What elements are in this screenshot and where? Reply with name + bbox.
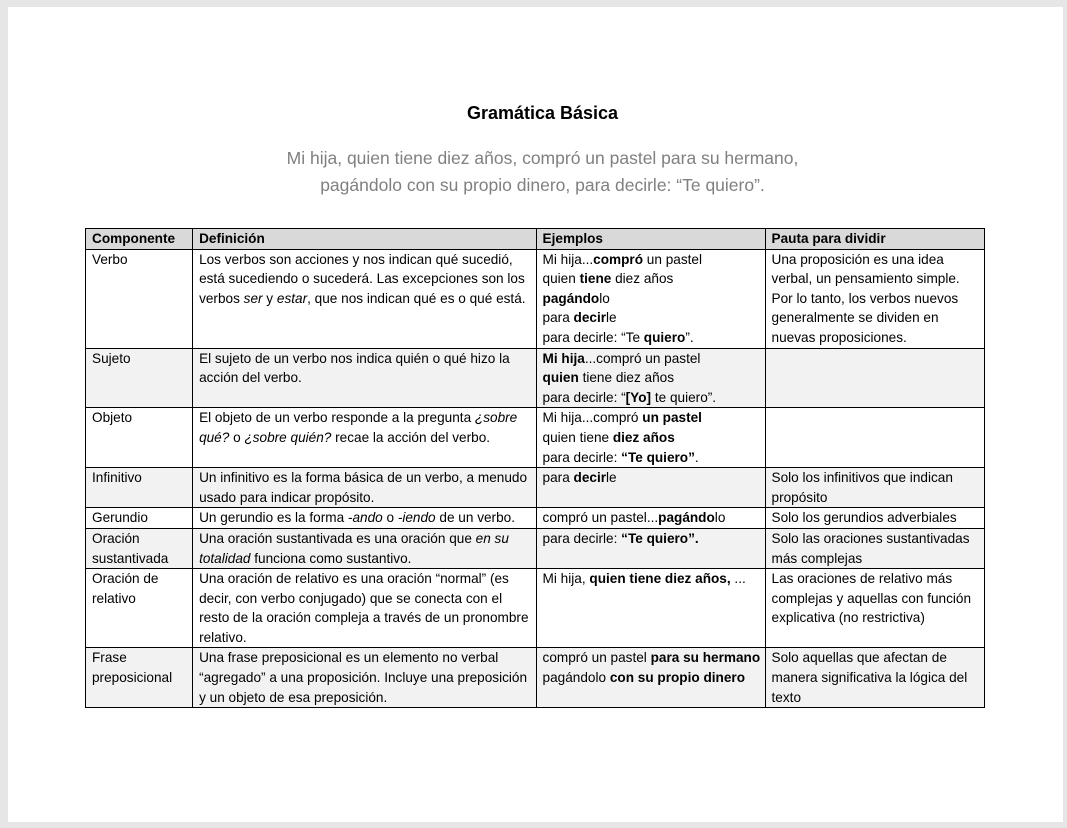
cell-componente: Oración sustantivada	[86, 528, 193, 568]
text-line	[543, 428, 759, 448]
plain-text: ...	[730, 571, 746, 587]
plain-text: funciona como sustantivo.	[250, 550, 412, 566]
text-line	[543, 289, 759, 309]
plain-text: para decirle: “Te	[542, 329, 644, 345]
cell-pauta	[765, 348, 984, 408]
plain-text: Mi hija...compró	[542, 410, 643, 426]
header-componente: Componente	[86, 229, 193, 250]
bold-text: quiero	[643, 329, 686, 345]
text-line	[543, 508, 759, 528]
text-line	[543, 668, 759, 688]
table-body	[86, 249, 985, 708]
table-row	[86, 468, 985, 508]
bold-text: [Yo]	[625, 389, 652, 405]
plain-text: quien	[542, 271, 580, 287]
cell-componente: Gerundio	[86, 508, 193, 529]
bold-text: decir	[573, 470, 607, 486]
cell-definicion	[193, 348, 536, 408]
grammar-table	[85, 228, 985, 708]
plain-text: Una oración de relativo es una oración “normal” (es decir, con verbo conjugado) que se conecta con el resto de la oración compleja a través de un pronombre relativo.	[199, 571, 529, 645]
text-line	[543, 388, 759, 408]
cell-definicion	[193, 249, 536, 348]
text-line	[543, 529, 759, 549]
plain-text: para decirle:	[542, 449, 622, 465]
table-header-row	[86, 229, 985, 250]
plain-text: Mi hija,	[542, 571, 590, 587]
cell-pauta: Una proposición es una idea verbal, un pensamiento simple. Por lo tanto, los verbos nuevos generalmente se dividen en nuevas proposiciones.	[765, 249, 984, 348]
plain-text: un pastel	[643, 251, 702, 267]
plain-text: diez años	[611, 271, 674, 287]
table-row	[86, 249, 985, 348]
italic-text: -iendo	[397, 510, 436, 526]
cell-ejemplos	[536, 348, 765, 408]
italic-text: ser	[243, 290, 263, 306]
text-line	[199, 650, 527, 704]
text-line	[543, 328, 759, 348]
header-pauta: Pauta para dividir	[765, 229, 984, 250]
plain-text: Los verbos son acciones y nos indican qué sucedió, está sucediendo o sucederá. Las excepciones son los verbos	[199, 251, 525, 306]
bold-text: decir	[573, 310, 607, 326]
plain-text: Una frase preposicional es un elemento no verbal “agregado” a una proposición. Incluye una preposición y un objeto de esa preposición.	[199, 650, 528, 705]
document-title: Gramática Básica	[466, 103, 619, 123]
plain-text: , que nos indican qué es o qué está.	[307, 290, 526, 306]
plain-text: tiene diez años	[578, 370, 675, 386]
text-line	[543, 408, 759, 428]
plain-text: para	[542, 470, 574, 486]
plain-text: y	[262, 290, 277, 306]
cell-componente: Objeto	[86, 408, 193, 468]
plain-text: para decirle: “	[542, 389, 626, 405]
cell-componente: Oración de relativo	[86, 569, 193, 648]
table-row	[86, 508, 985, 529]
text-line	[199, 351, 510, 386]
bold-text: compró	[593, 251, 644, 267]
text-line	[543, 250, 759, 270]
bold-text: pagándo	[658, 510, 715, 526]
text-line	[199, 571, 528, 645]
bold-text: para su hermano	[650, 650, 761, 666]
bold-text: quien tiene diez años,	[589, 571, 731, 587]
plain-text: .	[694, 449, 699, 465]
table-row	[86, 408, 985, 468]
cell-componente: Sujeto	[86, 348, 193, 408]
cell-ejemplos	[536, 648, 765, 708]
cell-pauta: Solo los gerundios adverbiales	[765, 508, 984, 529]
bold-text: diez años	[612, 429, 675, 445]
plain-text: recae la acción del verbo.	[331, 429, 491, 445]
plain-text: de un verbo.	[435, 510, 515, 526]
cell-definicion	[193, 528, 536, 568]
bold-text: quien	[542, 370, 579, 386]
cell-definicion	[193, 648, 536, 708]
bold-text: Mi hija	[542, 350, 585, 366]
plain-text: Un gerundio es la forma	[199, 510, 348, 526]
plain-text: compró un pastel...	[542, 510, 659, 526]
text-line	[543, 648, 759, 668]
cell-definicion	[193, 408, 536, 468]
document-subtitle	[8, 145, 1067, 199]
bold-text: “Te quiero”	[621, 449, 695, 465]
cell-definicion	[193, 508, 536, 529]
italic-text: -ando	[347, 510, 383, 526]
cell-ejemplos	[536, 408, 765, 468]
italic-text: ¿sobre qué?	[199, 410, 518, 445]
header-ejemplos: Ejemplos	[536, 229, 765, 250]
text-line	[543, 569, 759, 589]
text-line	[199, 410, 517, 445]
table-row	[86, 648, 985, 708]
cell-pauta: Solo las oraciones sustantivadas más complejas	[765, 528, 984, 568]
cell-pauta: Solo los infinitivos que indican propósito	[765, 468, 984, 508]
table-row	[86, 348, 985, 408]
plain-text: quien tiene	[542, 429, 613, 445]
italic-text: estar	[276, 290, 308, 306]
plain-text: ”.	[685, 329, 694, 345]
text-line	[543, 448, 759, 468]
text-line	[543, 349, 759, 369]
cell-ejemplos	[536, 508, 765, 529]
text-line	[543, 468, 759, 488]
plain-text: o	[382, 510, 398, 526]
text-line	[199, 470, 527, 505]
text-line	[543, 308, 759, 328]
plain-text: ...compró un pastel	[584, 350, 701, 366]
cell-pauta	[765, 408, 984, 468]
text-line	[199, 510, 515, 525]
plain-text: lo	[714, 510, 726, 526]
cell-ejemplos	[536, 249, 765, 348]
cell-pauta: Solo aquellas que afectan de manera significativa la lógica del texto	[765, 648, 984, 708]
plain-text: El objeto de un verbo responde a la pregunta	[199, 410, 475, 426]
plain-text: compró un pastel	[542, 650, 651, 666]
plain-text: Una oración sustantivada es una oración que	[199, 530, 476, 546]
cell-componente: Frase preposicional	[86, 648, 193, 708]
plain-text: El sujeto de un verbo nos indica quién o qué hizo la acción del verbo.	[199, 350, 510, 386]
header-definicion: Definición	[193, 229, 536, 250]
cell-definicion	[193, 569, 536, 648]
cell-componente: Verbo	[86, 249, 193, 348]
text-line	[199, 531, 509, 566]
cell-pauta: Las oraciones de relativo más complejas y aquellas con función explicativa (no restrictiva)	[765, 569, 984, 648]
cell-ejemplos	[536, 528, 765, 568]
plain-text: o	[229, 429, 245, 445]
table-row	[86, 569, 985, 648]
subtitle-line-2: pagándolo con su propio dinero, para decirle: “Te quiero”.	[320, 175, 765, 195]
bold-text: un pastel	[642, 410, 702, 426]
bold-text: “Te quiero”.	[621, 530, 699, 546]
plain-text: Un infinitivo es la forma básica de un verbo, a menudo usado para indicar propósito.	[199, 470, 528, 505]
bold-text: pagándo	[542, 290, 600, 306]
cell-componente: Infinitivo	[86, 468, 193, 508]
plain-text: para	[542, 310, 574, 326]
plain-text: pagándolo	[542, 670, 610, 686]
plain-text: le	[606, 470, 617, 486]
cell-ejemplos	[536, 468, 765, 508]
italic-text: ¿sobre quién?	[244, 429, 332, 445]
cell-definicion	[193, 468, 536, 508]
text-line	[543, 368, 759, 388]
bold-text: tiene	[579, 271, 612, 287]
plain-text: te quiero”.	[651, 389, 717, 405]
plain-text: lo	[599, 290, 610, 306]
italic-text: en su totalidad	[199, 530, 509, 566]
cell-ejemplos	[536, 569, 765, 648]
bold-text: con su propio dinero	[609, 670, 746, 686]
plain-text: para decirle:	[542, 530, 622, 546]
text-line	[543, 269, 759, 289]
plain-text: Mi hija...	[542, 251, 594, 267]
document-page	[8, 7, 1063, 822]
text-line	[199, 252, 525, 306]
plain-text: le	[606, 310, 617, 326]
subtitle-line-1: Mi hija, quien tiene diez años, compró un pastel para su hermano,	[286, 148, 799, 168]
table-row	[86, 528, 985, 568]
